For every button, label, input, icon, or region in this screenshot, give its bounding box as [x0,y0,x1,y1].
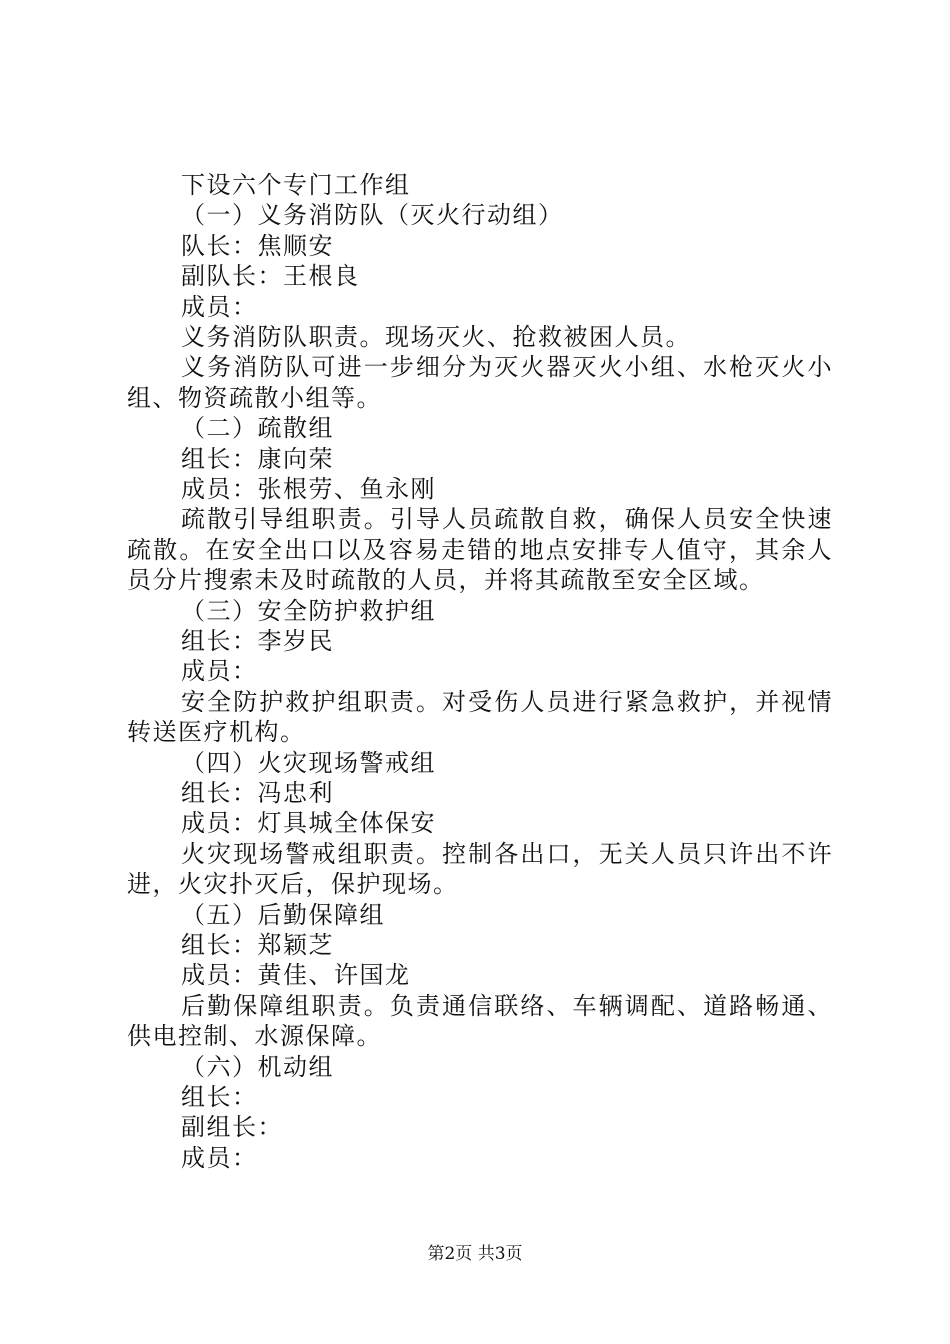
group-members: 成员：灯具城全体保安 [181,809,436,838]
group-members: 成员： [181,1143,258,1172]
team-leader: 队长：焦顺安 [181,231,334,260]
group-duty: 后勤保障组职责。负责通信联络、车辆调配、道路畅通、供电控制、水源保障。 [127,991,833,1051]
group-leader: 组长： [181,1082,258,1111]
section-intro: 下设六个专门工作组 [181,171,411,199]
document-body [127,170,833,1173]
team-duty: 义务消防队职责。现场灭火、抢救被困人员。 [181,322,691,351]
group-leader: 组长：康向荣 [181,444,334,473]
section-heading-1: （一）义务消防队（灭火行动组） [181,201,564,230]
team-deputy-leader: 副队长：王根良 [181,262,360,291]
section-heading-2: （二）疏散组 [181,414,334,443]
page-number-footer: 第2页 共3页 [427,1244,523,1264]
team-members: 成员： [181,292,258,321]
section-heading-4: （四）火灾现场警戒组 [181,748,436,777]
section-heading-3: （三）安全防护救护组 [181,596,436,625]
group-duty: 火灾现场警戒组职责。控制各出口，无关人员只许出不许进，火灾扑灭后，保护现场。 [127,839,833,899]
group-duty: 疏散引导组职责。引导人员疏散自救，确保人员安全快速疏散。在安全出口以及容易走错的地点安排专人值守，其余人员分片搜索未及时疏散的人员，并将其疏散至安全区域。 [127,505,833,595]
group-leader: 组长：李岁民 [181,626,334,655]
team-duty-detail: 义务消防队可进一步细分为灭火器灭火小组、水枪灭火小组、物资疏散小组等。 [127,353,833,412]
group-deputy-leader: 副组长： [181,1113,283,1142]
section-heading-5: （五）后勤保障组 [181,900,385,929]
group-leader: 组长：郑颖芝 [181,930,334,959]
section-heading-6: （六）机动组 [181,1052,334,1081]
group-members: 成员：黄佳、许国龙 [181,961,411,990]
group-members: 成员：张根劳、鱼永刚 [181,474,436,503]
group-members: 成员： [181,657,258,686]
group-leader: 组长：冯忠利 [181,778,334,807]
group-duty: 安全防护救护组职责。对受伤人员进行紧急救护，并视情转送医疗机构。 [127,687,833,747]
